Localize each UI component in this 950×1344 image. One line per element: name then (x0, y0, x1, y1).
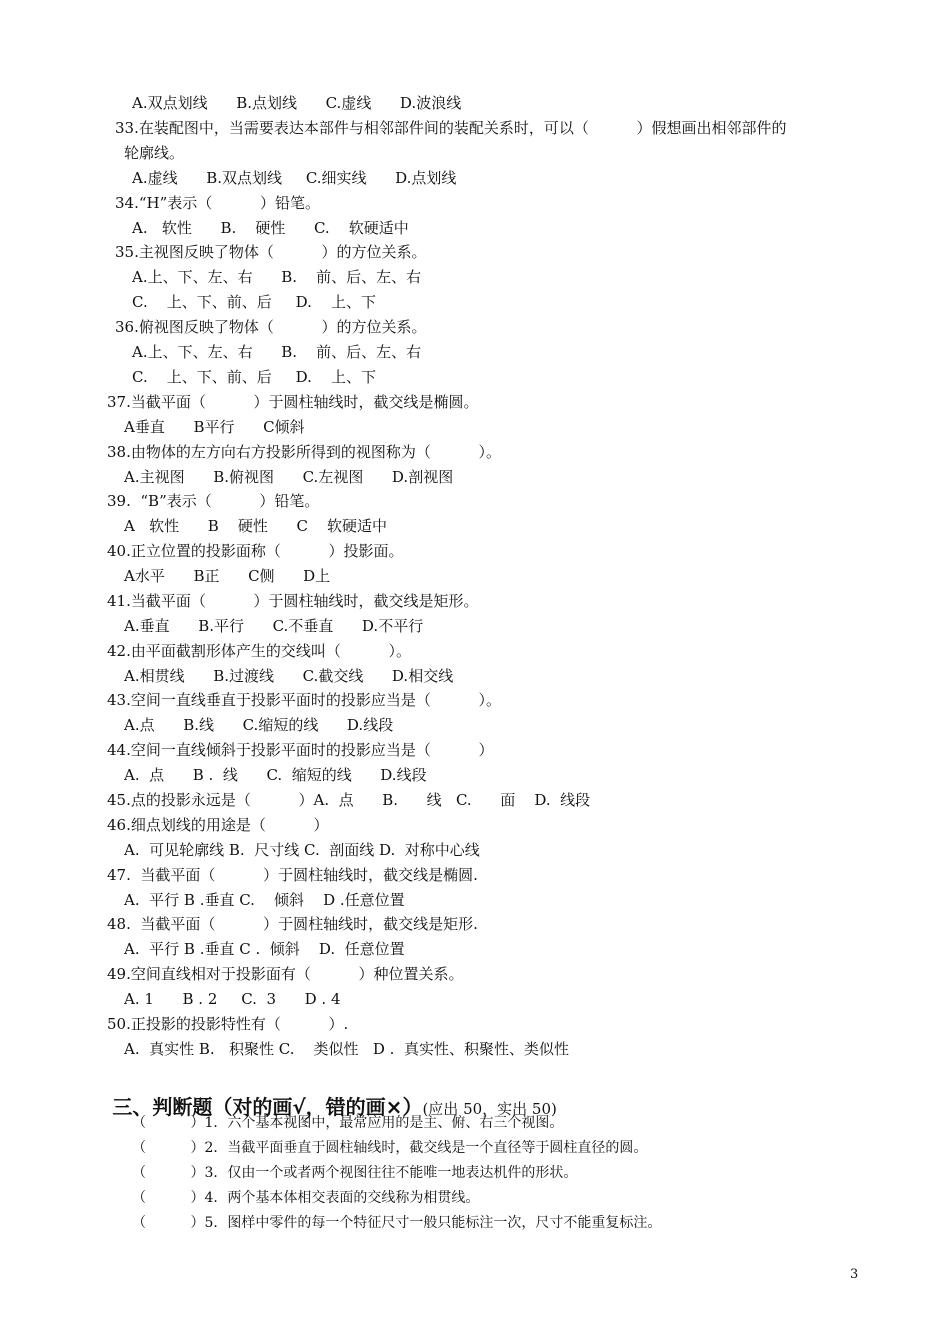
option-line: A水平 B正 C侧 D上 (124, 567, 331, 585)
question-46: 46.细点划线的用途是（ ） (107, 816, 329, 834)
question-36: 36.俯视图反映了物体（ ）的方位关系。 (115, 318, 427, 336)
option-line: A.上、下、左、右 B. 前、后、左、右 (132, 268, 422, 286)
option-line: A. 平行 B .垂直 C. 倾斜 D .任意位置 (124, 891, 405, 909)
true-false-item-2: （ ）2．当截平面垂直于圆柱轴线时，截交线是一个直径等于圆柱直径的圆。 (132, 1140, 648, 1156)
option-line: A.垂直 B.平行 C.不垂直 D.不平行 (124, 617, 424, 635)
question-44: 44.空间一直线倾斜于投影平面时的投影应当是（ ） (107, 741, 494, 759)
option-line: A.点 B.线 C.缩短的线 D.线段 (124, 716, 394, 734)
question-49: 49.空间直线相对于投影面有（ ）种位置关系。 (107, 965, 464, 983)
true-false-item-3: （ ）3．仅由一个或者两个视图往往不能唯一地表达机件的形状。 (132, 1165, 578, 1181)
option-line: A. 真实性 B. 积聚性 C. 类似性 D . 真实性、积聚性、类似性 (124, 1040, 569, 1058)
option-line: A.双点划线 B.点划线 C.虚线 D.波浪线 (132, 94, 462, 112)
question-39: 39. “B”表示（ ）铅笔。 (107, 492, 320, 510)
option-line: A. 可见轮廓线 B. 尺寸线 C. 剖面线 D. 对称中心线 (124, 841, 480, 859)
section-title: 三、判断题（对的画√，错的画×） (112, 1095, 423, 1119)
question-33: 33.在装配图中，当需要表达本部件与相邻部件间的装配关系时，可以（ ）假想画出相邻部件的 (115, 119, 787, 137)
question-38: 38.由物体的左方向右方投影所得到的视图称为（ ）。 (107, 443, 502, 461)
true-false-item-4: （ ）4．两个基本体相交表面的交线称为相贯线。 (132, 1190, 480, 1206)
option-line: C. 上、下、前、后 D. 上、下 (132, 293, 376, 311)
option-line: A. 平行 B .垂直 C . 倾斜 D. 任意位置 (124, 940, 405, 958)
option-line: A.上、下、左、右 B. 前、后、左、右 (132, 343, 422, 361)
option-line: A. 软性 B. 硬性 C. 软硬适中 (132, 219, 409, 237)
question-35: 35.主视图反映了物体（ ）的方位关系。 (115, 243, 427, 261)
question-37: 37.当截平面（ ）于圆柱轴线时，截交线是椭圆。 (107, 393, 479, 411)
question-40: 40.正立位置的投影面称（ ）投影面。 (107, 542, 404, 560)
question-42: 42.由平面截割形体产生的交线叫（ ）。 (107, 642, 412, 660)
question-47: 47. 当截平面（ ）于圆柱轴线时，截交线是椭圆. (107, 866, 478, 884)
option-line: A 软性 B 硬性 C 软硬适中 (124, 517, 387, 535)
option-line: A.虚线 B.双点划线 C.细实线 D.点划线 (132, 169, 457, 187)
option-line: A.主视图 B.俯视图 C.左视图 D.剖视图 (124, 468, 454, 486)
option-line: C. 上、下、前、后 D. 上、下 (132, 368, 376, 386)
option-line: A. 点 B . 线 C. 缩短的线 D.线段 (124, 766, 427, 784)
true-false-item-1: （ ）1．六个基本视图中，最常应用的是主、俯、右三个视图。 (132, 1115, 564, 1131)
question-50: 50.正投影的投影特性有（ ）. (107, 1015, 349, 1033)
section-note: (应出 50，实出 50) (422, 1100, 557, 1118)
option-line: A垂直 B平行 C倾斜 (124, 418, 305, 436)
question-48: 48. 当截平面（ ）于圆柱轴线时，截交线是矩形. (107, 915, 478, 933)
option-line: A.相贯线 B.过渡线 C.截交线 D.相交线 (124, 667, 454, 685)
question-33-continued: 轮廓线。 (124, 144, 185, 162)
option-line: A. 1 B . 2 C. 3 D . 4 (124, 990, 341, 1008)
page-number: 3 (850, 1267, 859, 1282)
true-false-item-5: （ ）5．图样中零件的每一个特征尺寸一般只能标注一次，尺寸不能重复标注。 (132, 1215, 662, 1231)
question-45: 45.点的投影永远是（ ）A. 点 B. 线 C. 面 D. 线段 (107, 791, 591, 809)
question-43: 43.空间一直线垂直于投影平面时的投影应当是（ ）。 (107, 691, 502, 709)
question-34: 34.“H”表示（ ）铅笔。 (115, 194, 320, 212)
question-41: 41.当截平面（ ）于圆柱轴线时，截交线是矩形。 (107, 592, 479, 610)
